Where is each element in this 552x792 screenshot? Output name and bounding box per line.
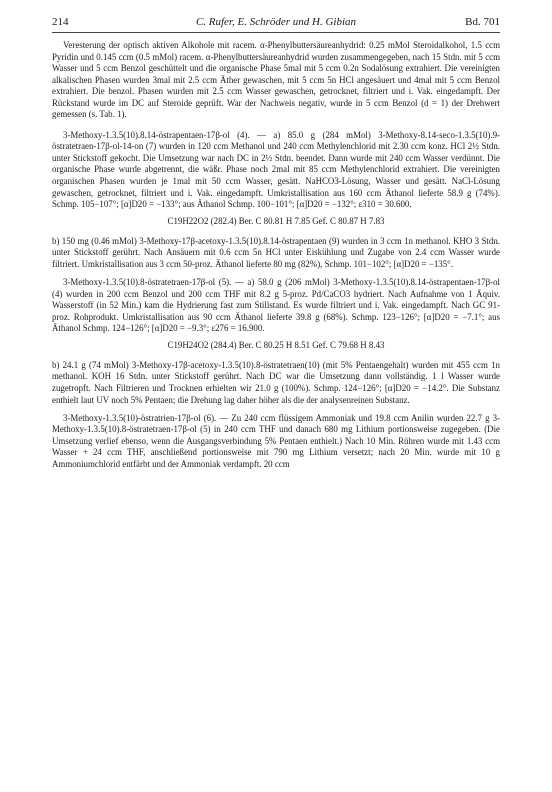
page-number: 214 bbox=[52, 16, 69, 28]
paragraph-compound-5b: b) 24.1 g (74 mMol) 3-Methoxy-17β-acetoxy-1.3.5(10).8-östratetraen(10) (mit 5% Pentaengehalt) wurden mit 455 ccm 1n methanol. KOH 16 Stdn. unter Stickstoff gerührt. Nach DC war die Umsetzung dann vollständig. 1 l Wasser wurde zugetropft. Nach Filtrieren und Trocknen erhielten wir 21.0 g (100%). Schmp. 124−126°; [α]D20 = −14.2°. Die Substanz enthielt laut UV noch 5% Pentaen; die Drehung lag daher höher als die der analysenreinen Substanz. bbox=[52, 359, 500, 405]
paragraph-compound-5a: 3-Methoxy-1.3.5(10).8-östratetraen-17β-ol (5). — a) 58.0 g (206 mMol) 3-Methoxy-1.3.5(10).8.14-östrapentaen-17β-ol (4) wurden in 200 ccm Benzol und 200 ccm THF mit 8.2 g 5-proz. Pd/CaCO3 hydriert. Nach Aufnahme von 1 Äquiv. Wasserstoff (in 52 Min.) kam die Hydrierung fast zum Stillstand. Es wurde filtriert und i. Vak. eingedampft. Nach GC 91-proz. Rohprodukt. Umkristallisation aus 90 ccm Äthanol lieferte 39.8 g (68%). Schmp. 123−126°; [α]D20 = −7.1°; aus Äthanol Schmp. 124−126°; [α]D20 = −9.3°; ε276 = 16.900. bbox=[52, 277, 500, 334]
paragraph-compound-6: 3-Methoxy-1.3.5(10)-östratrien-17β-ol (6). — Zu 240 ccm flüssigem Ammoniak und 19.8 ccm Anilin wurden 22.7 g 3-Methoxy-1.3.5(10).8-östratetraen-17β-ol (5) in 240 ccm THF und danach 680 mg Lithium portionsweise zugegeben. (Die Umsetzung verlief ebenso, wenn die Ausgangsverbindung 5% Pentaen enthielt.) Nach 10 Min. Rühren wurde mit 1.43 ccm Wasser + 24 ccm THF, anschließend portionsweise mit 790 mg Lithium versetzt; nach 20 Min. wurde mit 10 g Ammoniumchlorid entfärbt und der Ammoniak verdampft. 20 ccm bbox=[52, 412, 500, 469]
paragraph-esterification: Veresterung der optisch aktiven Alkohole mit racem. α-Phenylbuttersäureanhydrid: 0.25 mMol Steroidalkohol, 1.5 ccm Pyridin und 0.145 ccm (0.5 mMol) racem. α-Phenylbuttersäureanhydrid wurden zusammengegeben, nach 15 Stdn. mit 5 ccm Wasser und 5 ccm Benzol geschüttelt und die organische Phase 5mal mit 5 ccm 0.2n Sodalösung extrahiert. Die vereinigten alkalischen Phasen wurden 3mal mit 2.5 ccm Äther gewaschen, mit 5 ccm 5n HCl angesäuert und 4mal mit 5 ccm Benzol extrahiert. Die benzol. Phasen wurden mit 2.5 ccm Wasser gewaschen, getrocknet, filtriert und i. Vak. eingedampft. Der Rückstand wurde im DC auf Steroide geprüft. War der Nachweis negativ, wurde in 5 ccm Benzol (d = 1) der Drehwert gemessen (s. Tab. 1). bbox=[52, 40, 500, 120]
running-head-authors: C. Rufer, E. Schröder und H. Gibian bbox=[195, 16, 357, 28]
volume-label: Bd. 701 bbox=[465, 16, 500, 28]
elemental-analysis-4: C19H22O2 (282.4) Ber. C 80.81 H 7.85 Gef. C 80.87 H 7.83 bbox=[167, 216, 385, 227]
article-body bbox=[52, 40, 500, 782]
elemental-analysis-5: C19H24O2 (284.4) Ber. C 80.25 H 8.51 Gef. C 79.68 H 8.43 bbox=[167, 340, 385, 351]
page-header bbox=[52, 16, 500, 32]
paragraph-compound-4a: 3-Methoxy-1.3.5(10).8.14-östrapentaen-17β-ol (4). — a) 85.0 g (284 mMol) 3-Methoxy-8.14-seco-1.3.5(10).9-östratetraen-17β-ol-14-on (7) wurden in 120 ccm Methanol und 240 ccm Methylenchlorid mit 2.30 ccm konz. HCl 2½ Stdn. unter Stickstoff gekocht. Die Umsetzung war nach DC in 2½ Stdn. beendet. Dann wurde mit 240 ccm Wasser verdünnt. Die organische Phase wurde abgetrennt, die wäßr. Phase noch 2mal mit 85 ccm Methylenchlorid extrahiert. Die vereinigten organischen Phasen wurden je 1mal mit 50 ccm Wasser, gesätt. NaHCO3-Lösung, Wasser und gesätt. NaCl-Lösung gewaschen, getrocknet, filtriert und i. Vak. eingedampft. Umkristallisation aus 160 ccm Äthanol lieferte 58.9 g (74%). Schmp. 105−107°; [α]D20 = −133°; aus Äthanol Schmp. 100−101°; [α]D20 = −132°; ε310 = 30.600. bbox=[52, 129, 500, 210]
header-rule bbox=[52, 32, 500, 33]
paragraph-compound-4b: b) 150 mg (0.46 mMol) 3-Methoxy-17β-acetoxy-1.3.5(10).8.14-östrapentaen (9) wurden in 3 ccm 1n methanol. KHO 3 Stdn. unter Stickstoff gerührt. Nach Ansäuern mit 0.6 ccm 5n HCl unter Eiskühlung und Zugabe von 2.4 ccm Wasser wurde filtriert. Umkristallisation aus 3 ccm 50-proz. Äthanol lieferte 80 mg (82%), Schmp. 101−102°; [α]D20 = −135°. bbox=[52, 235, 500, 269]
